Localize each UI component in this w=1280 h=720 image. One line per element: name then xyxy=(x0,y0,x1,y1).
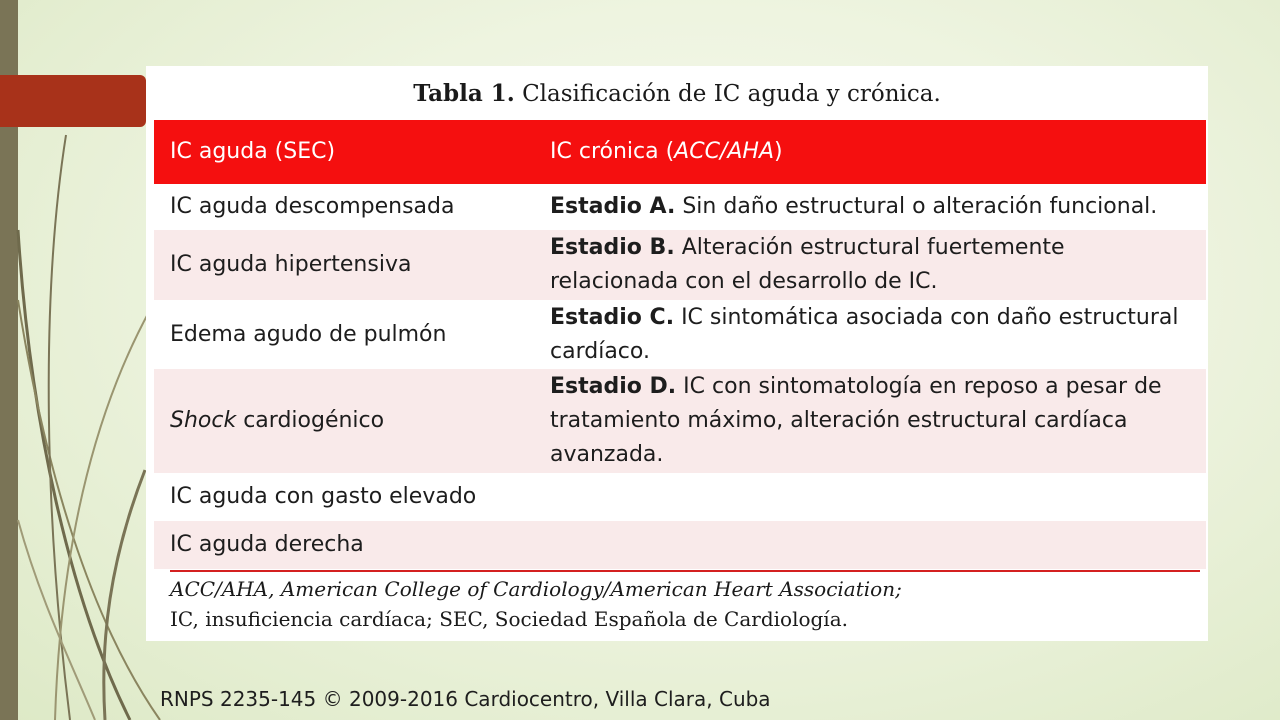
table-title-number: Tabla 1. xyxy=(413,80,515,107)
chronic-cell xyxy=(534,473,1206,521)
table-row xyxy=(154,300,1206,369)
table-title xyxy=(146,80,1208,107)
footnote-line-2: IC, insuficiencia cardíaca; SEC, Sociedad Española de Cardiología. xyxy=(170,607,848,631)
acute-cell xyxy=(154,473,534,521)
acute-label: IC aguda derecha xyxy=(170,532,364,557)
acute-label: cardiogénico xyxy=(236,408,385,433)
stage-label: Estadio D. xyxy=(550,374,677,399)
acute-cell xyxy=(154,184,534,230)
table-row xyxy=(154,369,1206,473)
table-title-text: Clasificación de IC aguda y crónica. xyxy=(522,81,941,107)
stage-label: Estadio A. xyxy=(550,194,676,219)
table-footnote xyxy=(170,570,1200,634)
acute-cell xyxy=(154,230,534,300)
acute-cell xyxy=(154,369,534,473)
table-header-row xyxy=(154,120,1206,184)
table-row xyxy=(154,184,1206,230)
footnote-line-1 xyxy=(170,574,1200,604)
header-col-acute-label: IC aguda (SEC) xyxy=(170,139,336,164)
acute-label-italic: Shock xyxy=(170,408,237,433)
chronic-cell xyxy=(534,521,1206,569)
accent-tab xyxy=(0,75,146,127)
header-col-chronic xyxy=(534,120,1206,184)
acute-cell xyxy=(154,521,534,569)
header-col-chronic-suffix: ) xyxy=(774,139,783,164)
header-col-acute xyxy=(154,120,534,184)
stage-label: Estadio B. xyxy=(550,235,675,260)
table-row xyxy=(154,230,1206,300)
acute-cell xyxy=(154,300,534,369)
table-row xyxy=(154,473,1206,521)
copyright-notice: RNPS 2235-145 © 2009-2016 Cardiocentro, Villa Clara, Cuba xyxy=(160,687,771,711)
table-figure xyxy=(146,66,1208,641)
acute-label: IC aguda con gasto elevado xyxy=(170,484,477,509)
chronic-cell xyxy=(534,369,1206,473)
header-col-chronic-prefix: IC crónica ( xyxy=(550,139,675,164)
acute-label: IC aguda descompensada xyxy=(170,194,455,219)
chronic-cell xyxy=(534,230,1206,300)
footnote-abbrev-acc-aha: ACC/AHA, American College of Cardiology/American Heart Association; xyxy=(170,577,902,601)
acute-label: Edema agudo de pulmón xyxy=(170,321,447,347)
classification-table xyxy=(154,120,1206,569)
chronic-cell xyxy=(534,184,1206,230)
header-col-chronic-italic: ACC/AHA xyxy=(674,139,774,164)
acute-label: IC aguda hipertensiva xyxy=(170,252,412,277)
stage-description: IC sintomática asociada con daño estructural cardíaco. xyxy=(550,304,1179,364)
chronic-cell xyxy=(534,300,1206,369)
stage-description: IC con sintomatología en reposo a pesar de tratamiento máximo, alteración estructural cardíaca avanzada. xyxy=(550,374,1162,467)
stage-description: Sin daño estructural o alteración funcional. xyxy=(682,194,1158,219)
stage-label: Estadio C. xyxy=(550,304,675,330)
stage-description: Alteración estructural fuertemente relacionada con el desarrollo de IC. xyxy=(550,235,1065,294)
table-row xyxy=(154,521,1206,569)
